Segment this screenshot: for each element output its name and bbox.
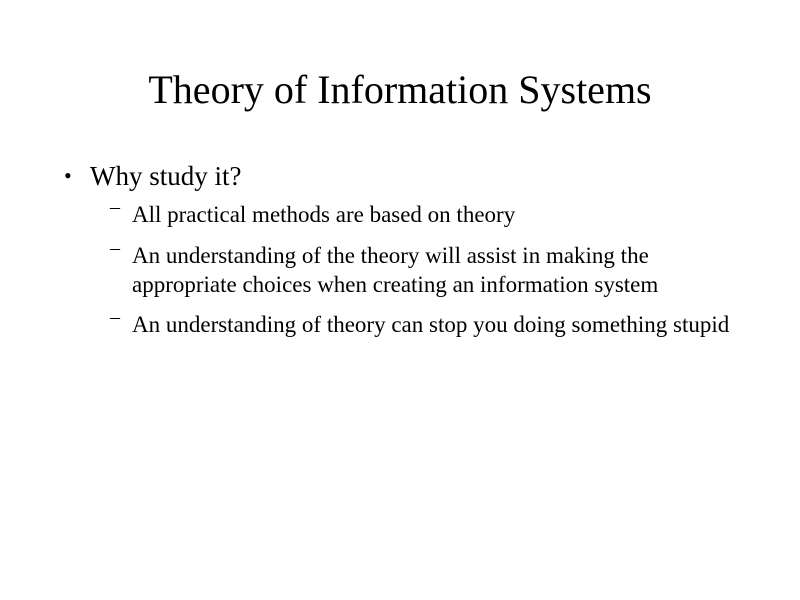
slide-body [58,160,758,350]
sub-list [58,196,758,339]
list-item [110,306,758,339]
dash-bullet-icon: – [110,236,120,259]
list-item-label: An understanding of the theory will assist in making the appropriate choices when creating an information system [132,242,659,297]
list-item [110,196,758,229]
dash-bullet-icon: – [110,306,120,328]
dash-bullet-icon: – [110,196,120,219]
list-item-label: Why study it? [90,161,242,191]
list-item-label: An understanding of theory can stop you doing something stupid [132,312,730,337]
list-item [58,160,758,192]
list-item [110,236,758,299]
page-title: Theory of Information Systems [148,67,652,112]
list-item-label: All practical methods are based on theory [132,202,516,228]
bullet-marker-icon: • [64,163,72,188]
